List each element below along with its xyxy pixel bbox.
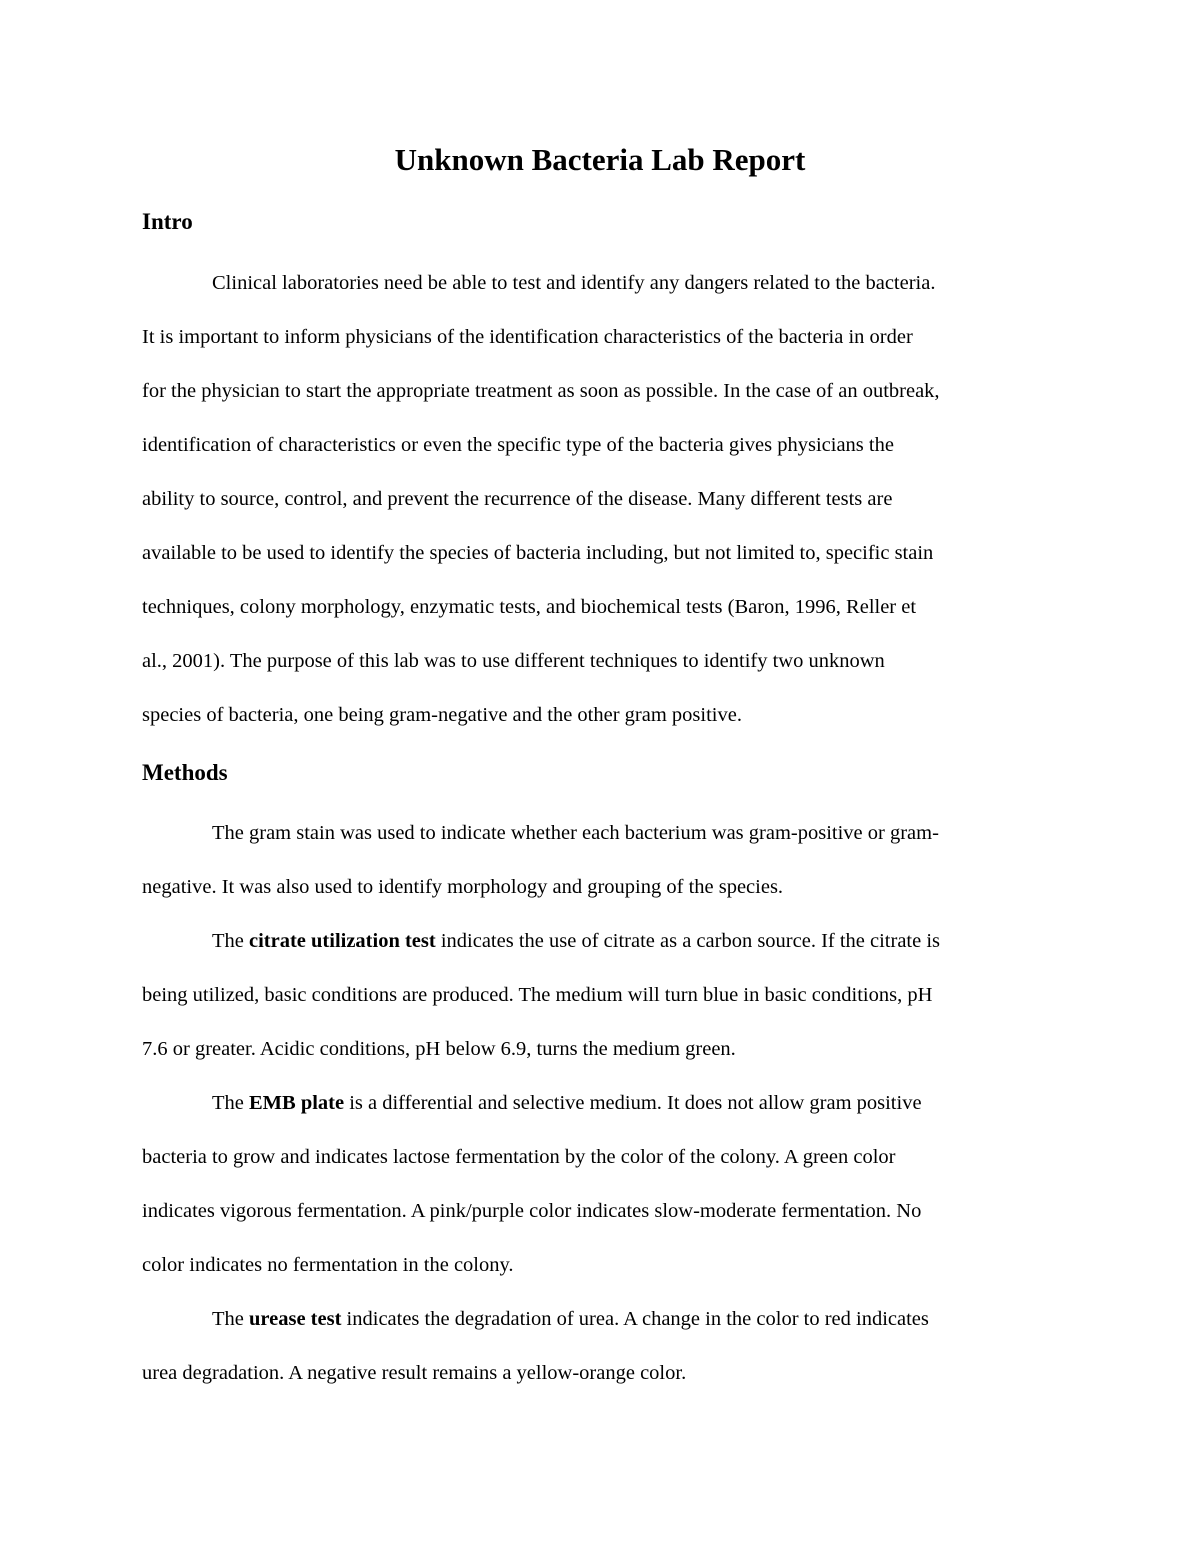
intro-line: techniques, colony morphology, enzymatic tests, and biochemical tests (Baron, 1996, Reller et xyxy=(142,596,917,618)
citrate-term: citrate utilization test xyxy=(249,930,436,952)
emb-line1-rest: is a differential and selective medium. It does not allow gram positive xyxy=(344,1092,922,1114)
urease-term: urease test xyxy=(249,1308,342,1330)
section-heading-intro: Intro xyxy=(142,209,193,234)
urease-line1-rest: indicates the degradation of urea. A change in the color to red indicates xyxy=(341,1308,929,1330)
citrate-line xyxy=(212,926,1152,956)
urease-line: urea degradation. A negative result remains a yellow-orange color. xyxy=(142,1362,687,1384)
emb-term: EMB plate xyxy=(249,1092,345,1114)
intro-line: for the physician to start the appropriate treatment as soon as possible. In the case of an outbreak, xyxy=(142,380,940,402)
emb-prefix: The xyxy=(212,1092,249,1114)
intro-line: ability to source, control, and prevent the recurrence of the disease. Many different tests are xyxy=(142,488,893,510)
urease-line xyxy=(212,1304,1152,1334)
citrate-prefix: The xyxy=(212,930,249,952)
emb-line xyxy=(212,1088,1152,1118)
intro-line: It is important to inform physicians of the identification characteristics of the bacteria in order xyxy=(142,326,913,348)
intro-line: available to be used to identify the species of bacteria including, but not limited to, specific stain xyxy=(142,542,934,564)
intro-line: species of bacteria, one being gram-negative and the other gram positive. xyxy=(142,704,742,726)
urease-prefix: The xyxy=(212,1308,249,1330)
citrate-line: 7.6 or greater. Acidic conditions, pH below 6.9, turns the medium green. xyxy=(142,1038,736,1060)
intro-line: al., 2001). The purpose of this lab was to use different techniques to identify two unknown xyxy=(142,650,885,672)
emb-line: indicates vigorous fermentation. A pink/purple color indicates slow-moderate fermentation. No xyxy=(142,1200,922,1222)
intro-line: Clinical laboratories need be able to test and identify any dangers related to the bacteria. xyxy=(212,272,936,294)
gram-stain-line: The gram stain was used to indicate whether each bacterium was gram-positive or gram- xyxy=(212,822,939,844)
emb-line: bacteria to grow and indicates lactose fermentation by the color of the colony. A green color xyxy=(142,1146,896,1168)
gram-stain-line: negative. It was also used to identify morphology and grouping of the species. xyxy=(142,876,784,898)
page-title: Unknown Bacteria Lab Report xyxy=(394,142,806,177)
citrate-line1-rest: indicates the use of citrate as a carbon source. If the citrate is xyxy=(435,930,941,952)
citrate-line: being utilized, basic conditions are produced. The medium will turn blue in basic conditions, pH xyxy=(142,984,933,1006)
intro-line: identification of characteristics or even the specific type of the bacteria gives physicians the xyxy=(142,434,894,456)
emb-line: color indicates no fermentation in the colony. xyxy=(142,1254,514,1276)
section-heading-methods: Methods xyxy=(142,760,228,785)
